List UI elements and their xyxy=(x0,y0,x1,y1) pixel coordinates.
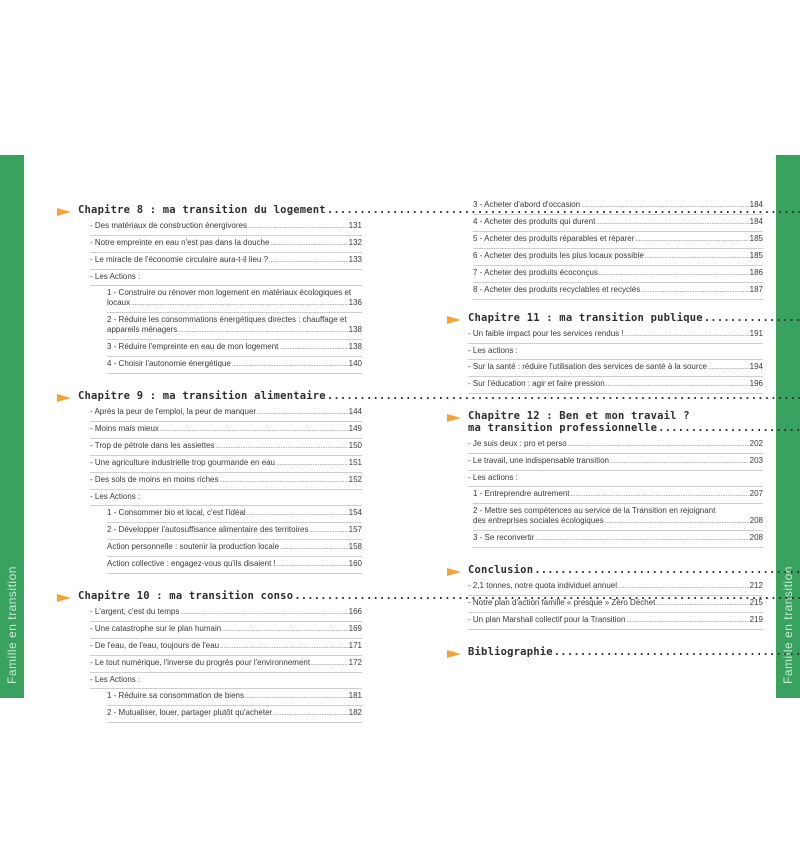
leader-dots xyxy=(625,330,749,340)
toc-entry[interactable] xyxy=(107,540,362,557)
entry-row xyxy=(90,658,362,669)
toc-section xyxy=(447,564,763,630)
entry-row xyxy=(107,542,362,553)
entry-page: 160 xyxy=(348,559,362,568)
toc-entry[interactable] xyxy=(107,313,362,340)
entry-page: 215 xyxy=(749,598,763,607)
entry-row xyxy=(468,456,763,467)
entry-text: - Une catastrophe sur le plan humain xyxy=(90,624,222,633)
entry-page: 152 xyxy=(348,475,362,484)
toc-entry[interactable] xyxy=(90,236,362,253)
leader-dots xyxy=(247,509,348,519)
arrow-icon xyxy=(447,316,461,324)
left-toc-column xyxy=(57,198,362,733)
chapter-title-block xyxy=(468,564,800,576)
entry-text: - Notre empreinte en eau n'est pas dans la douche xyxy=(90,238,270,247)
leader-dots xyxy=(605,517,749,527)
entry-text: 3 - Se reconvertir xyxy=(473,533,535,542)
entry-page: 203 xyxy=(749,456,763,465)
entry-text: 4 - Choisir l'autonomie énergétique xyxy=(107,359,231,368)
chapter-title-block xyxy=(468,312,800,324)
toc-entry[interactable] xyxy=(107,523,362,540)
entry-row xyxy=(107,508,362,519)
entry-page: 212 xyxy=(749,581,763,590)
toc-entry[interactable] xyxy=(473,504,763,531)
toc-entry[interactable] xyxy=(107,557,362,574)
entry-text: - Le tout numérique, l'inverse du progrès pour l'environnement xyxy=(90,658,311,667)
leader-dots xyxy=(160,425,348,435)
entry-text-first-line: 2 - Mettre ses compétences au service de la Transition en rejoignant xyxy=(473,506,716,515)
entry-text: - Un faible impact pour les services rendus ! xyxy=(468,329,624,338)
toc-section xyxy=(447,646,763,658)
leader-dots xyxy=(276,459,348,469)
entry-row xyxy=(90,238,362,249)
entry-page: 138 xyxy=(348,325,362,334)
toc-entry[interactable] xyxy=(468,344,763,360)
entry-page: 132 xyxy=(348,238,362,247)
leader-dots xyxy=(216,442,348,452)
entry-text: Action personnelle : soutenir la production locale xyxy=(107,542,280,551)
toc-entry[interactable] xyxy=(90,270,362,286)
leader-dots xyxy=(658,422,800,434)
entry-row xyxy=(468,473,763,483)
entry-row xyxy=(473,251,763,262)
entry-text: - Sur la santé : réduire l'utilisation des services de santé à la source xyxy=(468,362,707,371)
entry-row xyxy=(473,268,763,279)
entry-page: 138 xyxy=(348,342,362,351)
entry-text: - Le miracle de l'économie circulaire aura-t-il lieu ? xyxy=(90,255,269,264)
entry-text: des entreprises sociales écologiques xyxy=(473,516,604,525)
entry-row xyxy=(473,285,763,296)
leader-dots xyxy=(257,408,348,418)
leader-dots xyxy=(245,692,348,702)
entry-page: 149 xyxy=(348,424,362,433)
entry-text: - 2,1 tonnes, notre quota individuel annuel xyxy=(468,581,617,590)
leader-dots xyxy=(618,582,749,592)
entry-page: 184 xyxy=(749,200,763,209)
entry-text: - Trop de pétrole dans les assiettes xyxy=(90,441,215,450)
chapter-heading[interactable] xyxy=(447,646,763,658)
entry-row xyxy=(473,489,763,500)
leader-dots xyxy=(535,534,748,544)
leader-dots xyxy=(599,269,749,279)
entry-row xyxy=(107,559,362,570)
toc-entry[interactable] xyxy=(468,327,763,344)
entry-text: 7 - Acheter des produits écoconçus xyxy=(473,268,598,277)
chapter-heading[interactable] xyxy=(57,590,362,602)
entry-page: 208 xyxy=(749,533,763,542)
toc-entry[interactable] xyxy=(90,490,362,506)
chapter-title-line xyxy=(468,564,800,576)
toc-entry[interactable] xyxy=(473,232,763,249)
leader-dots xyxy=(273,709,347,719)
entry-row xyxy=(107,342,362,353)
entry-row xyxy=(468,598,763,609)
entry-page: 194 xyxy=(749,362,763,371)
entry-text: - Des sols de moins en moins riches xyxy=(90,475,219,484)
entry-row xyxy=(90,407,362,418)
right-side-tab-label: Famille en transition xyxy=(781,566,795,684)
entry-text: 3 - Acheter d'abord d'occasion xyxy=(473,200,581,209)
entry-row xyxy=(473,533,763,544)
entry-row xyxy=(107,325,362,336)
leader-dots xyxy=(645,252,749,262)
entry-text: - L'argent, c'est du temps xyxy=(90,607,180,616)
entry-page: 172 xyxy=(348,658,362,667)
chapter-title: Chapitre 8 : ma transition du logement xyxy=(78,204,326,216)
leader-dots xyxy=(248,222,348,232)
entry-page: 202 xyxy=(749,439,763,448)
chapter-title: Conclusion xyxy=(468,564,534,576)
entry-text: appareils ménagers xyxy=(107,325,178,334)
leader-dots xyxy=(635,235,748,245)
entry-text: - Les actions : xyxy=(468,473,518,482)
leader-dots xyxy=(180,608,347,618)
entry-row xyxy=(107,708,362,719)
leader-dots xyxy=(279,343,347,353)
entry-text: 5 - Acheter des produits réparables et réparer xyxy=(473,234,635,243)
leader-dots xyxy=(309,526,347,536)
left-side-tab xyxy=(0,155,24,698)
leader-dots xyxy=(220,642,348,652)
entry-row xyxy=(90,675,362,685)
chapter-title-continued: ma transition professionnelle xyxy=(468,422,658,434)
toc-section xyxy=(447,410,763,548)
entry-page: 186 xyxy=(749,268,763,277)
toc-entry[interactable] xyxy=(90,253,362,270)
entry-row xyxy=(90,492,362,502)
leader-dots xyxy=(232,360,348,370)
toc-entry[interactable] xyxy=(90,622,362,639)
entry-text: - Les Actions : xyxy=(90,272,141,281)
leader-dots xyxy=(656,599,748,609)
entry-page: 185 xyxy=(749,234,763,243)
entry-row xyxy=(107,359,362,370)
leader-dots xyxy=(596,218,748,228)
entry-page: 136 xyxy=(348,298,362,307)
toc-entry[interactable] xyxy=(468,613,763,630)
toc-entry[interactable] xyxy=(90,456,362,473)
entry-page: 150 xyxy=(348,441,362,450)
leader-dots xyxy=(708,363,749,373)
right-toc-column xyxy=(447,198,763,671)
entry-text: locaux xyxy=(107,298,131,307)
toc-entry[interactable] xyxy=(473,198,763,215)
leader-dots xyxy=(311,659,348,669)
entry-row xyxy=(468,346,763,356)
entry-text: - Les actions : xyxy=(468,346,518,355)
entry-text: - Les Actions : xyxy=(90,492,141,501)
toc-entry[interactable] xyxy=(90,405,362,422)
entry-row xyxy=(468,379,763,390)
arrow-icon xyxy=(57,594,71,602)
chapter-title-line xyxy=(468,312,800,324)
toc-section xyxy=(447,198,763,300)
leader-dots xyxy=(220,476,348,486)
entry-row xyxy=(90,624,362,635)
toc-entry[interactable] xyxy=(473,249,763,266)
toc-entry[interactable] xyxy=(107,506,362,523)
entry-text: 2 - Mutualiser, louer, partager plutôt qu'acheter xyxy=(107,708,273,717)
entry-row xyxy=(90,641,362,652)
entry-row xyxy=(90,424,362,435)
entry-text-first-line: 2 - Réduire les consommations énergétiques directes : chauffage et xyxy=(107,315,347,324)
entry-text: - Les Actions : xyxy=(90,675,141,684)
chapter-title-block xyxy=(468,410,800,434)
leader-dots xyxy=(280,543,348,553)
entry-page: 208 xyxy=(749,516,763,525)
entry-text: - Une agriculture industrielle trop gourmande en eau xyxy=(90,458,275,467)
entry-text: - Moins mais mieux xyxy=(90,424,159,433)
entry-page: 133 xyxy=(348,255,362,264)
chapter-title: Chapitre 12 : Ben et mon travail ? xyxy=(468,410,690,422)
toc-entry[interactable] xyxy=(473,266,763,283)
toc-entry[interactable] xyxy=(90,673,362,689)
entry-page: 154 xyxy=(348,508,362,517)
entry-row xyxy=(468,581,763,592)
chapter-heading[interactable] xyxy=(447,312,763,324)
toc-entry[interactable] xyxy=(473,283,763,300)
toc-entry[interactable] xyxy=(90,219,362,236)
entry-row xyxy=(90,458,362,469)
toc-entry[interactable] xyxy=(90,656,362,673)
entry-page: 181 xyxy=(348,691,362,700)
entry-page: 131 xyxy=(348,221,362,230)
toc-entry[interactable] xyxy=(473,487,763,504)
toc-section xyxy=(57,590,362,723)
entry-text: - Un plan Marshall collectif pour la Transition xyxy=(468,615,626,624)
entry-text: - Je suis deux : pro et perso xyxy=(468,439,567,448)
entry-page: 207 xyxy=(749,489,763,498)
entry-text: 1 - Entreprendre autrement xyxy=(473,489,570,498)
entry-row xyxy=(468,362,763,373)
leader-dots xyxy=(269,256,348,266)
entry-row xyxy=(473,516,763,527)
toc-section xyxy=(57,390,362,574)
entry-page: 158 xyxy=(348,542,362,551)
entry-page: 140 xyxy=(348,359,362,368)
leader-dots xyxy=(222,625,347,635)
leader-dots xyxy=(270,239,347,249)
chapter-heading[interactable] xyxy=(57,204,362,216)
leader-dots xyxy=(554,646,800,658)
toc-entry[interactable] xyxy=(107,286,362,313)
entry-page: 191 xyxy=(749,329,763,338)
leader-dots xyxy=(610,457,749,467)
leader-dots xyxy=(568,440,749,450)
toc-entry[interactable] xyxy=(107,357,362,374)
entry-text-first-line: 1 - Construire ou rénover mon logement en matériaux écologiques et xyxy=(107,288,352,297)
entry-row xyxy=(90,607,362,618)
entry-page: 144 xyxy=(348,407,362,416)
entry-page: 184 xyxy=(749,217,763,226)
toc-entry[interactable] xyxy=(468,471,763,487)
entry-page: 171 xyxy=(348,641,362,650)
chapter-title: Chapitre 11 : ma transition publique xyxy=(468,312,703,324)
entry-row xyxy=(107,525,362,536)
entry-text: - Des matériaux de construction énergivores xyxy=(90,221,247,230)
toc-entry[interactable] xyxy=(468,596,763,613)
entry-row xyxy=(90,255,362,266)
entry-page: 196 xyxy=(749,379,763,388)
toc-entry[interactable] xyxy=(473,215,763,232)
toc-section xyxy=(447,312,763,394)
entry-row xyxy=(90,475,362,486)
entry-row xyxy=(473,234,763,245)
entry-text: 1 - Consommer bio et local, c'est l'idéal xyxy=(107,508,246,517)
entry-row xyxy=(468,615,763,626)
entry-page: 166 xyxy=(348,607,362,616)
chapter-heading[interactable] xyxy=(447,564,763,576)
entry-row xyxy=(473,217,763,228)
entry-row xyxy=(90,221,362,232)
entry-text: - De l'eau, de l'eau, toujours de l'eau xyxy=(90,641,220,650)
entry-text: 3 - Réduire l'empreinte en eau de mon logement xyxy=(107,342,279,351)
entry-row xyxy=(468,439,763,450)
toc-entry[interactable] xyxy=(468,360,763,377)
leader-dots xyxy=(641,286,748,296)
entry-row xyxy=(107,691,362,702)
chapter-title-line xyxy=(468,646,800,658)
leader-dots xyxy=(581,201,749,211)
entry-page: 169 xyxy=(348,624,362,633)
toc-entry[interactable] xyxy=(90,439,362,456)
left-side-tab-label: Famille en transition xyxy=(5,566,19,684)
entry-row xyxy=(90,272,362,282)
toc-entry[interactable] xyxy=(107,689,362,706)
leader-dots xyxy=(571,490,749,500)
leader-dots xyxy=(606,380,749,390)
toc-entry[interactable] xyxy=(473,531,763,548)
chapter-heading[interactable] xyxy=(447,410,763,434)
entry-text: 6 - Acheter des produits les plus locaux possible xyxy=(473,251,644,260)
toc-entry[interactable] xyxy=(107,706,362,723)
toc-entry[interactable] xyxy=(90,473,362,490)
arrow-icon xyxy=(447,414,461,422)
entry-text: - Notre plan d'action famille « presque » Zéro Déchet xyxy=(468,598,656,607)
toc-entry[interactable] xyxy=(90,422,362,439)
entry-page: 151 xyxy=(348,458,362,467)
entry-text: - Sur l'éducation : agir et faire pression xyxy=(468,379,605,388)
chapter-heading[interactable] xyxy=(57,390,362,402)
toc-entry[interactable] xyxy=(468,454,763,471)
entry-text: Action collective : engagez-vous qu'ils disaient ! xyxy=(107,559,276,568)
toc-entry[interactable] xyxy=(107,340,362,357)
entry-text: 2 - Développer l'autosuffisance alimentaire des territoires xyxy=(107,525,309,534)
entry-row xyxy=(473,200,763,211)
leader-dots xyxy=(534,564,800,576)
arrow-icon xyxy=(57,394,71,402)
entry-row xyxy=(107,298,362,309)
entry-page: 157 xyxy=(348,525,362,534)
leader-dots xyxy=(277,560,348,570)
toc-entry[interactable] xyxy=(468,377,763,394)
entry-text: - Après la peur de l'emploi, la peur de manquer xyxy=(90,407,257,416)
chapter-title: Bibliographie xyxy=(468,646,553,658)
arrow-icon xyxy=(447,650,461,658)
chapter-title-block xyxy=(468,646,800,658)
chapter-title: Chapitre 10 : ma transition conso xyxy=(78,590,294,602)
leader-dots xyxy=(178,326,347,336)
entry-text: 4 - Acheter des produits qui durent xyxy=(473,217,596,226)
leader-dots xyxy=(704,312,800,324)
chapter-title-line xyxy=(468,422,800,434)
toc-entry[interactable] xyxy=(468,437,763,454)
entry-row xyxy=(468,329,763,340)
toc-entry[interactable] xyxy=(468,579,763,596)
entry-row xyxy=(90,441,362,452)
entry-text: - Le travail, une indispensable transition xyxy=(468,456,609,465)
entry-page: 219 xyxy=(749,615,763,624)
toc-section xyxy=(57,204,362,374)
entry-page: 185 xyxy=(749,251,763,260)
entry-page: 182 xyxy=(348,708,362,717)
entry-page: 187 xyxy=(749,285,763,294)
toc-entry[interactable] xyxy=(90,639,362,656)
entry-text: 8 - Acheter des produits recyclables et recyclés xyxy=(473,285,641,294)
entry-text: 1 - Réduire sa consommation de biens xyxy=(107,691,244,700)
arrow-icon xyxy=(57,208,71,216)
arrow-icon xyxy=(447,568,461,576)
chapter-title: Chapitre 9 : ma transition alimentaire xyxy=(78,390,326,402)
leader-dots xyxy=(131,299,348,309)
leader-dots xyxy=(626,616,748,626)
toc-entry[interactable] xyxy=(90,605,362,622)
